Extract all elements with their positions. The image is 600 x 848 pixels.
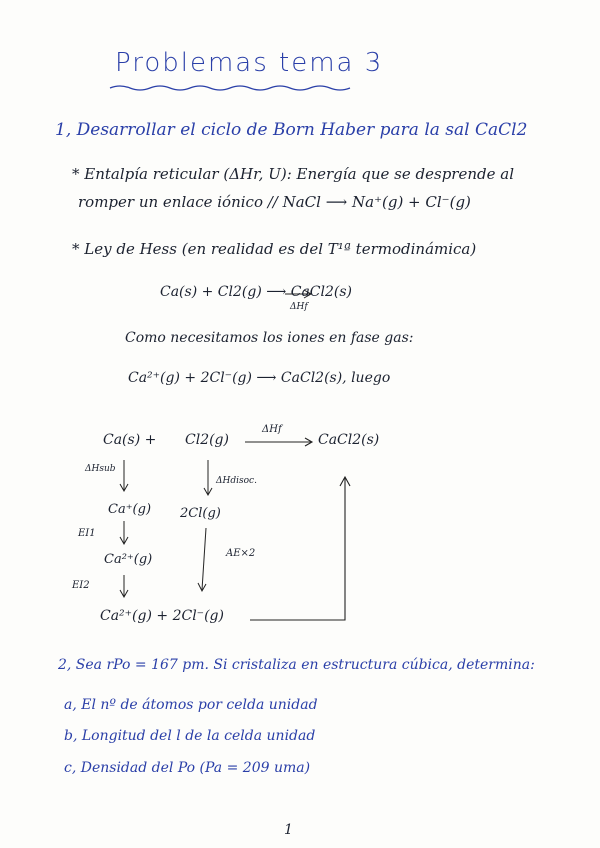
cycle-ae-label: AE×2	[226, 548, 256, 559]
problem-1-heading: 1, Desarrollar el ciclo de Born Haber para la sal CaCl2	[55, 120, 528, 140]
cycle-cl2-gas: Cl2(g)	[185, 432, 229, 448]
problem-2-item-c: c, Densidad del Po (Pa = 209 uma)	[64, 760, 311, 776]
cycle-dhsub-label: ΔHsub	[85, 464, 116, 474]
cycle-ei1-label: EI1	[78, 528, 96, 539]
cycle-cacl2-solid: CaCl2(s)	[318, 432, 380, 448]
equation-ions: Ca²⁺(g) + 2Cl⁻(g) ⟶ CaCl2(s), luego	[128, 370, 391, 386]
problem-2-item-b: b, Longitud del l de la celda unidad	[64, 728, 316, 744]
cycle-ei2-label: EI2	[72, 580, 90, 591]
cycle-2cl-gas: 2Cl(g)	[180, 506, 221, 521]
bullet-entalpia-line1: * Entalpía reticular (ΔHr, U): Energía que se desprende al	[72, 165, 515, 183]
problem-2-heading: 2, Sea rPo = 167 pm. Si cristaliza en estructura cúbica, determina:	[58, 657, 535, 673]
cycle-ca-solid: Ca(s) +	[103, 432, 157, 448]
bullet-entalpia-line2: romper un enlace iónico // NaCl ⟶ Na⁺(g) + Cl⁻(g)	[78, 193, 471, 211]
page-number: 1	[284, 822, 293, 838]
page-title: Problemas tema 3	[115, 48, 384, 78]
equation-formation: Ca(s) + Cl2(g) ⟶ CaCl2(s)	[160, 284, 353, 300]
bullet-hess: * Ley de Hess (en realidad es del T¹ª termodinámica)	[72, 240, 477, 258]
cycle-dhdisoc-label: ΔHdisoc.	[216, 476, 257, 486]
cycle-ca-2plus: Ca²⁺(g)	[104, 552, 153, 567]
cycle-ca-plus: Ca⁺(g)	[108, 502, 152, 517]
title-underline	[110, 86, 350, 90]
cycle-gas-ions: Ca²⁺(g) + 2Cl⁻(g)	[100, 608, 224, 624]
problem-2-item-a: a, El nº de átomos por celda unidad	[64, 697, 318, 713]
equation-formation-label: ΔHf	[290, 302, 308, 312]
text-ions-gas: Como necesitamos los iones en fase gas:	[125, 330, 414, 346]
cycle-dhf-label: ΔHf	[262, 424, 282, 435]
